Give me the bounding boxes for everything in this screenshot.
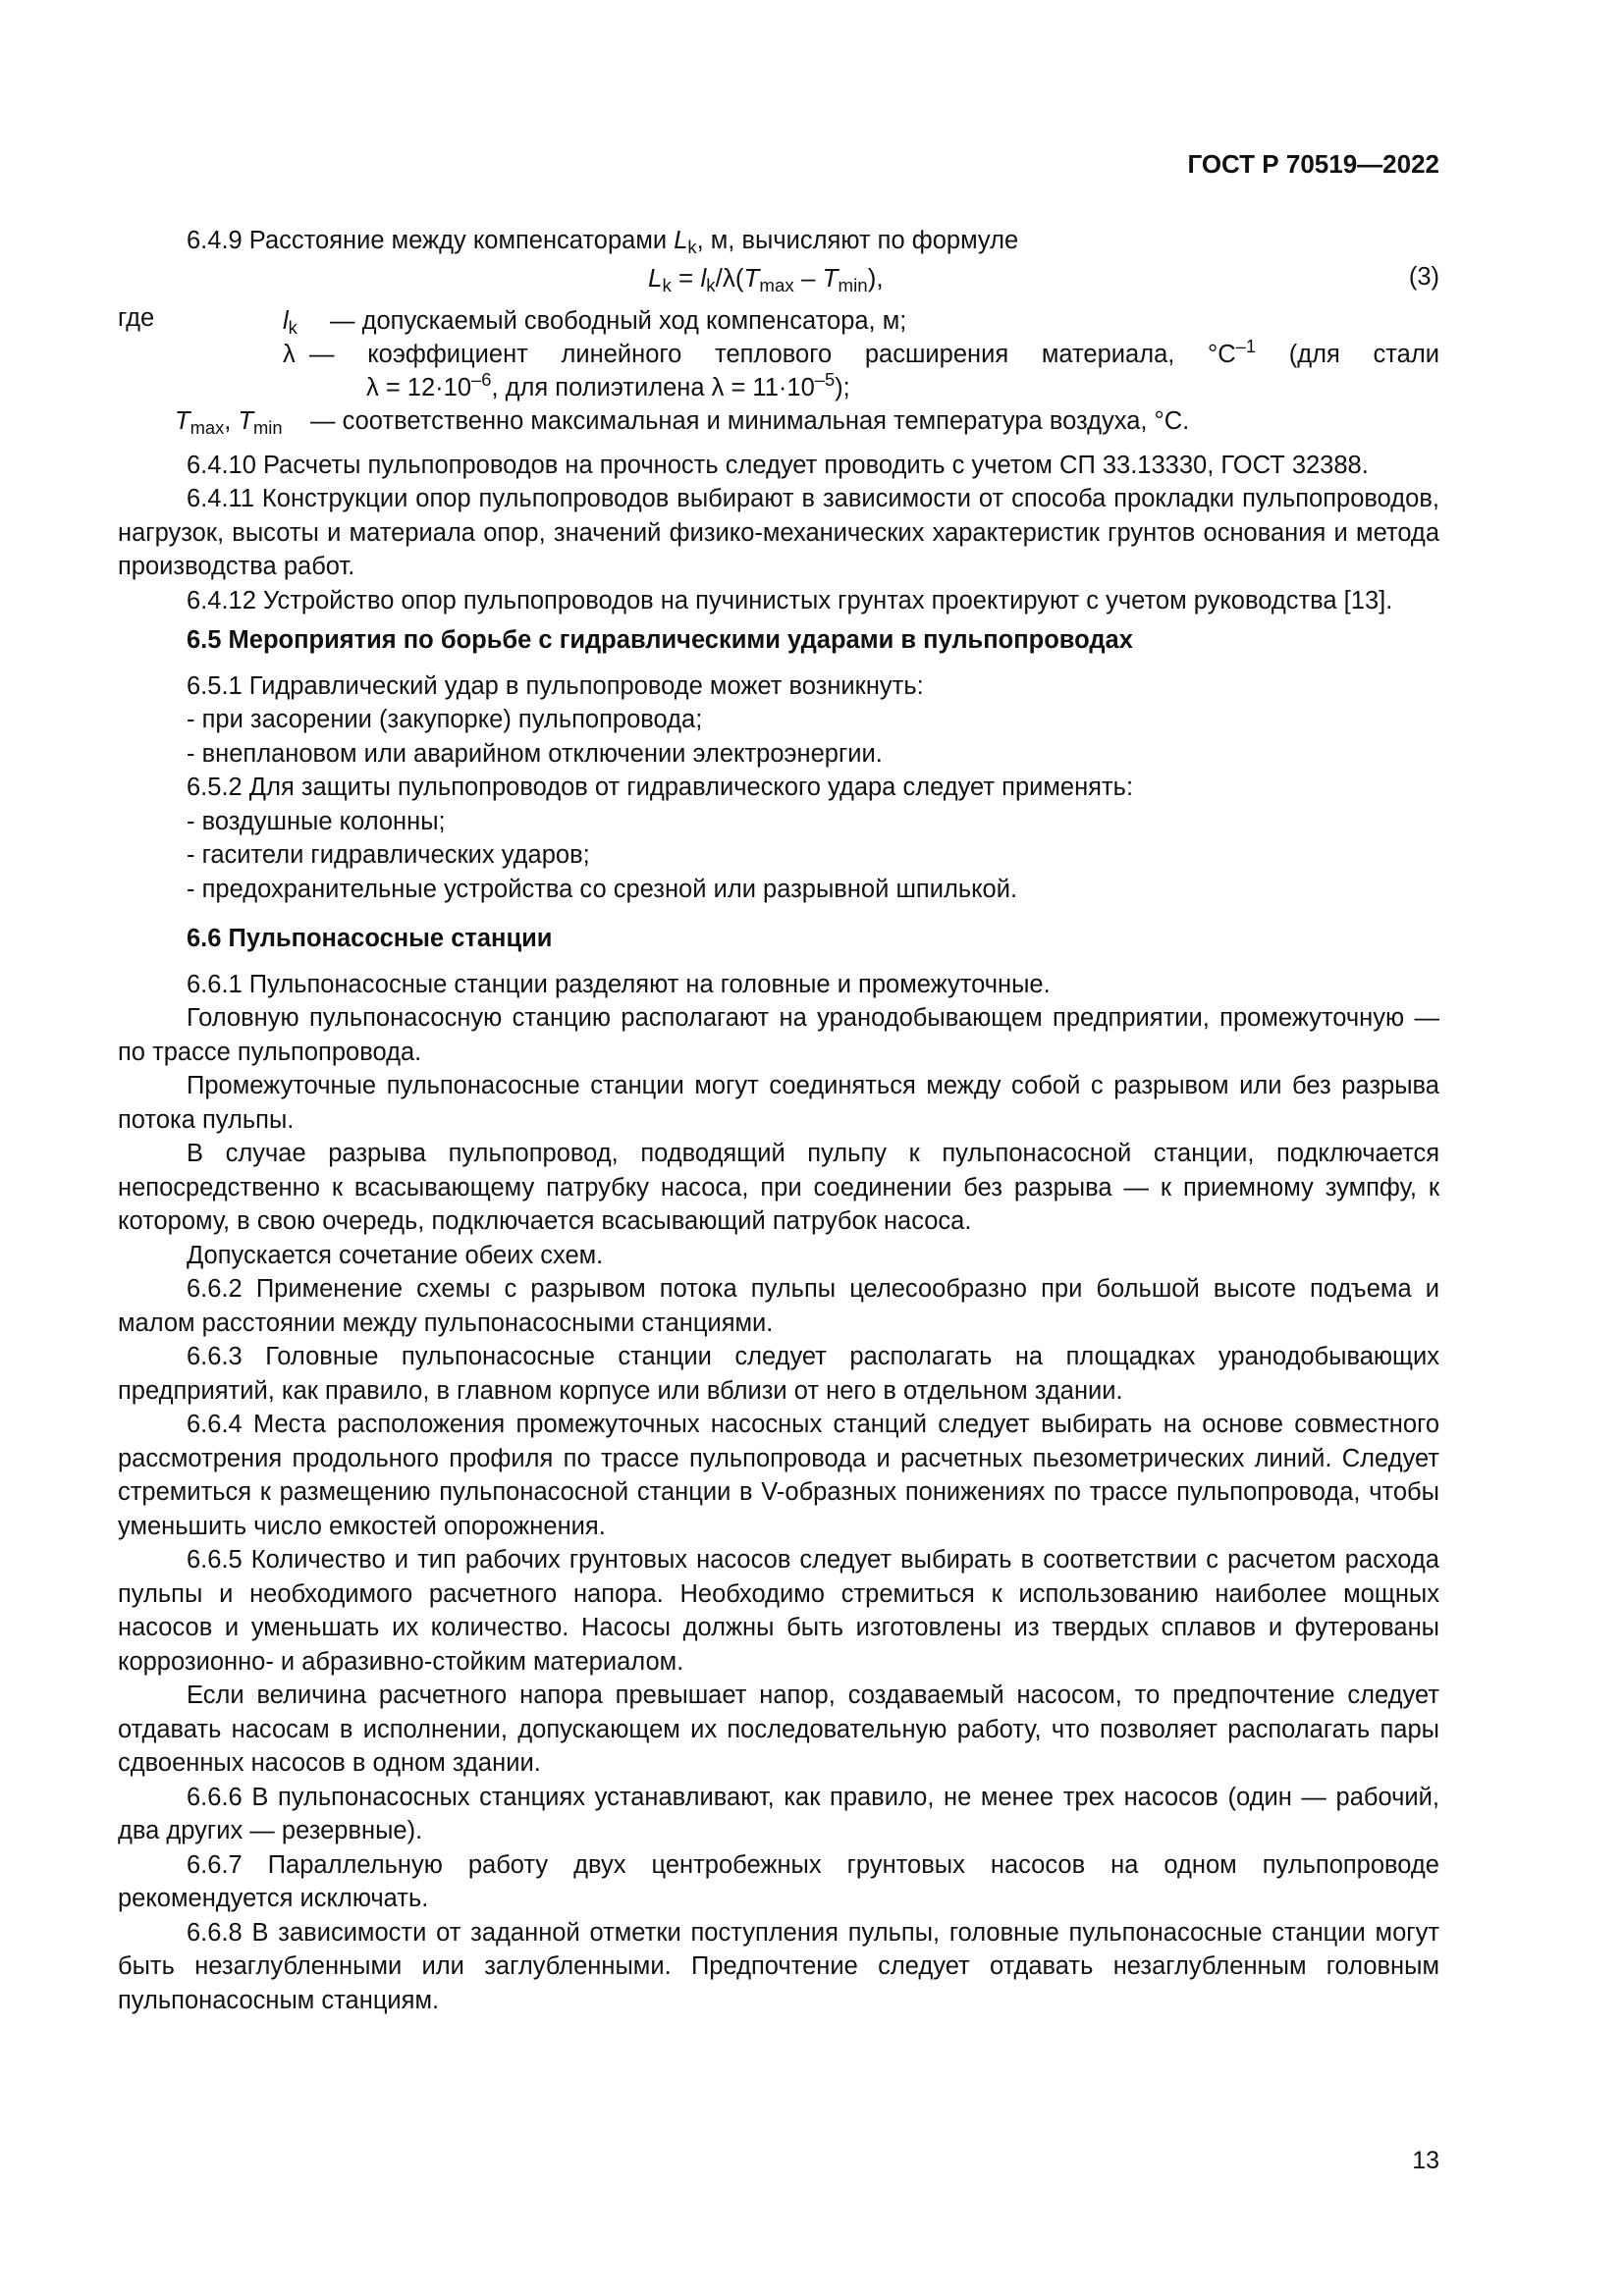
list-item: - воздушные колонны; — [187, 807, 446, 835]
formula-definitions: где $l_k$ — допускаемый свободный ход компенсатора, м; λ — коэффициент линейного теплового расширения материала, $^\circ С^{-1}$ (для стали $\lambda = 12\cdot 10^{-6}$, для полиэтилена $\lambda = 11\cdot 10^{-5}$); $T_{max}$, $T_{min}$ — соответственно максимальная и минимальная температура воздуха, °С. — [118, 303, 1439, 438]
paragraph-6-4-9: 6.4.9 Расстояние между компенсаторами $L_k$, м, вычисляют по формуле — [187, 227, 1019, 258]
section-heading-6-5: 6.5 Мероприятия по борьбе с гидравлическими ударами в пульпопроводах — [187, 626, 1133, 654]
list-item: - гасители гидравлических ударов; — [187, 841, 590, 869]
paragraph: В случае разрыва пульпопровод, подводящий пульпу к пульпонасосной станции, подключается непосредственно к всасывающему патрубку насоса, при соединении без разрыва — к приемному зумпфу, к которому, в свою очередь, подключается всасывающий патрубок насоса. — [118, 1140, 1439, 1235]
page-number: 13 — [1412, 2147, 1439, 2174]
paragraph-6-6-5: 6.6.5 Количество и тип рабочих грунтовых насосов следует выбирать в соответствии с расчетом расхода пульпы и необходимого расчетного напора. Необходимо стремиться к использованию наиболее мощных насосов и уменьшать их количество. Насосы должны быть изготовлены из твердых сплавов и футерованы коррозионно- и абразивно-стойким материалом. — [118, 1546, 1439, 1676]
paragraph-6-4-12: 6.4.12 Устройство опор пульпопроводов на пучинистых грунтах проектируют с учетом руководства [13]. — [187, 586, 1393, 614]
formula-expression: $L_k = l_k/\lambda(T_{max} - T_{min})$, — [648, 262, 884, 295]
document-code: ГОСТ Р 70519—2022 — [1187, 149, 1439, 179]
list-item: - при засорении (закупорке) пульпопровода; — [187, 706, 703, 733]
paragraph-6-6-2: 6.6.2 Применение схемы с разрывом потока пульпы целесообразно при большой высоте подъема и малом расстоянии между пульпонасосными станциями. — [118, 1275, 1439, 1337]
paragraph-6-6-6: 6.6.6 В пульпонасосных станциях устанавливают, как правило, не менее трех насосов (один — рабочий, два других — резервные). — [118, 1783, 1439, 1844]
section-heading-6-6: 6.6 Пульпонасосные станции — [187, 925, 553, 952]
formula-number: (3) — [1408, 262, 1439, 291]
paragraph: Головную пульпонасосную станцию располагают на уранодобывающем предприятии, промежуточную — по трассе пульпопровода. — [118, 1004, 1439, 1066]
where-label: где — [118, 303, 155, 332]
paragraph-6-6-1: 6.6.1 Пульпонасосные станции разделяют на головные и промежуточные. — [187, 970, 1051, 998]
paragraph-6-6-4: 6.6.4 Места расположения промежуточных насосных станций следует выбирать на основе совместного рассмотрения продольного профиля по трассе пульпопровода и расчетных пьезометрических линий. Следует стремиться к размещению пульпонасосной станции в V-образных понижениях по трассе пульпопровода, чтобы уменьшить число емкостей опорожнения. — [118, 1411, 1439, 1540]
paragraph: Если величина расчетного напора превышает напор, создаваемый насосом, то предпочтение следует отдавать насосам в исполнении, допускающем их последовательную работу, что позволяет располагать пары сдвоенных насосов в одном здании. — [118, 1682, 1439, 1777]
paragraph-6-4-10: 6.4.10 Расчеты пульпопроводов на прочность следует проводить с учетом СП 33.13330, ГОСТ 32388. — [187, 451, 1369, 479]
paragraph-6-5-1: 6.5.1 Гидравлический удар в пульпопроводе может возникнуть: — [187, 671, 924, 700]
paragraph-6-5-2: 6.5.2 Для защиты пульпопроводов от гидравлического удара следует применять: — [187, 774, 1134, 801]
list-item: - внеплановом или аварийном отключении электроэнергии. — [187, 739, 883, 768]
paragraph-6-6-8: 6.6.8 В зависимости от заданной отметки поступления пульпы, головные пульпонасосные станции могут быть незаглубленными или заглубленными. Предпочтение следует отдавать незаглубленным головным пульпонасосным станциям. — [118, 1918, 1439, 2014]
paragraph: Допускается сочетание обеих схем. — [187, 1241, 604, 1269]
paragraph: Промежуточные пульпонасосные станции могут соединяться между собой с разрывом или без разрыва потока пульпы. — [118, 1072, 1439, 1134]
list-item: - предохранительные устройства со срезной или разрывной шпилькой. — [187, 875, 1018, 903]
definition-lambda-continuation: $\lambda = 12\cdot 10^{-6}$, для полиэтилена $\lambda = 11\cdot 10^{-5}$); — [366, 368, 850, 401]
paragraph-6-6-3: 6.6.3 Головные пульпонасосные станции следует располагать на площадках уранодобывающих предприятий, как правило, в главном корпусе или вблизи от него в отдельном здании. — [118, 1343, 1439, 1405]
paragraph-6-6-7: 6.6.7 Параллельную работу двух центробежных грунтовых насосов на одном пульпопроводе рекомендуется исключать. — [118, 1850, 1439, 1912]
paragraph-6-4-11: 6.4.11 Конструкции опор пульпопроводов выбирают в зависимости от способа прокладки пульпопроводов, нагрузок, высоты и материала опор, значений физико-механических характеристик грунтов основания и метода производства работ. — [118, 485, 1439, 580]
formula-3 — [118, 260, 1439, 299]
document-body — [118, 224, 1439, 2017]
